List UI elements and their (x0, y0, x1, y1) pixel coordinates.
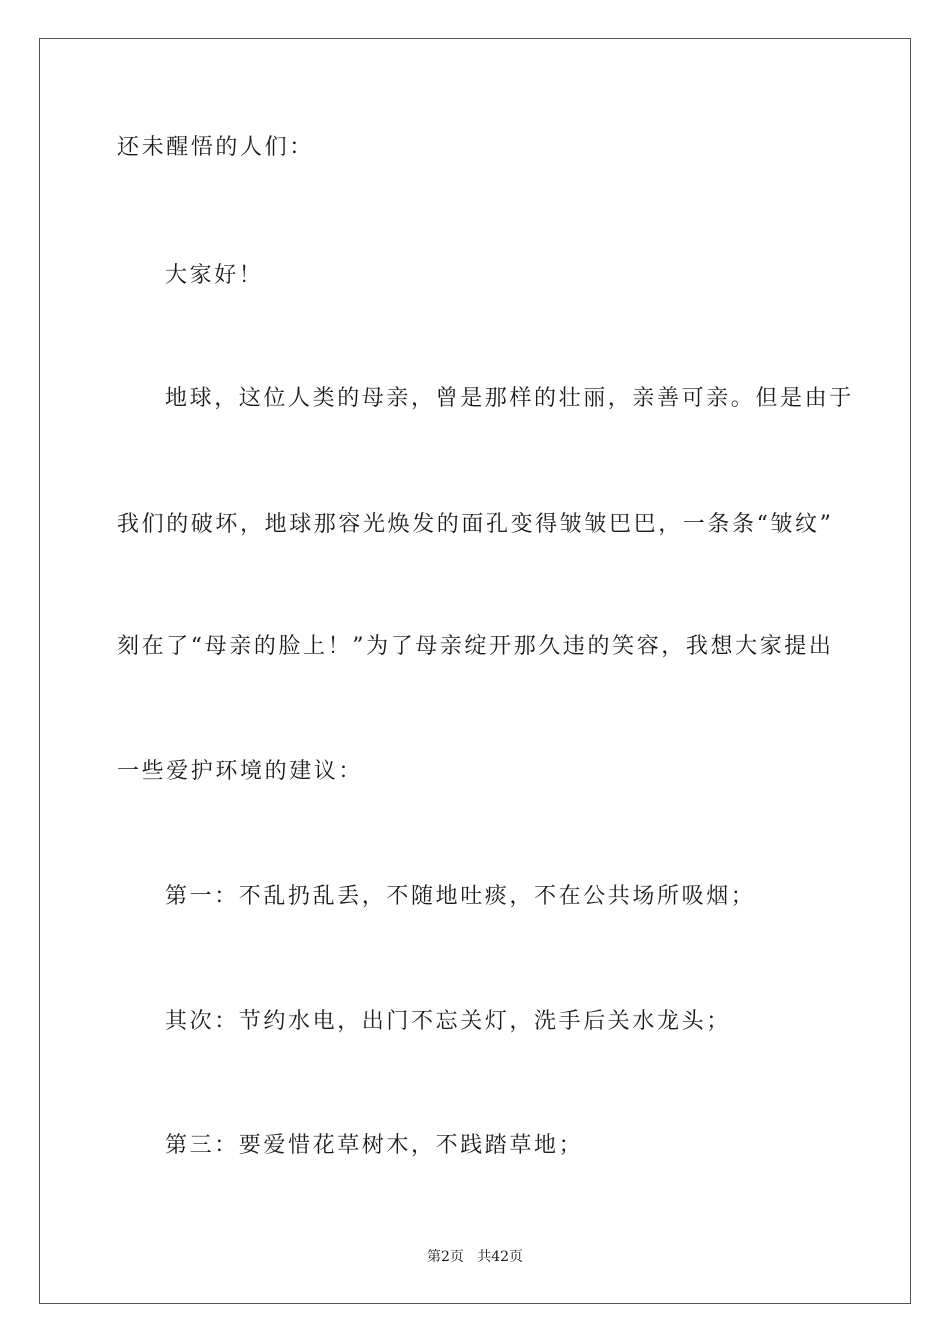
paragraph-line: 刻在了“母亲的脸上！”为了母亲绽开那久违的笑容，我想大家提出 (117, 634, 834, 659)
page-number: 第2页 共42页 (426, 1249, 524, 1265)
paragraph-line: 地球，这位人类的母亲，曾是那样的壮丽，亲善可亲。但是由于 (165, 386, 854, 411)
greeting: 大家好！ (165, 263, 264, 288)
paragraph-line: 一些爱护环境的建议： (117, 759, 364, 784)
page-border (39, 38, 911, 1304)
paragraph-line: 我们的破坏，地球那容光焕发的面孔变得皱皱巴巴，一条条“皱纹” (117, 512, 834, 537)
suggestion-item: 第三：要爱惜花草树木，不践踏草地； (165, 1133, 584, 1158)
suggestion-item: 第一：不乱扔乱丢，不随地吐痰，不在公共场所吸烟； (165, 884, 756, 909)
suggestion-item: 其次：节约水电，出门不忘关灯，洗手后关水龙头； (165, 1009, 731, 1034)
salutation: 还未醒悟的人们： (117, 135, 314, 160)
